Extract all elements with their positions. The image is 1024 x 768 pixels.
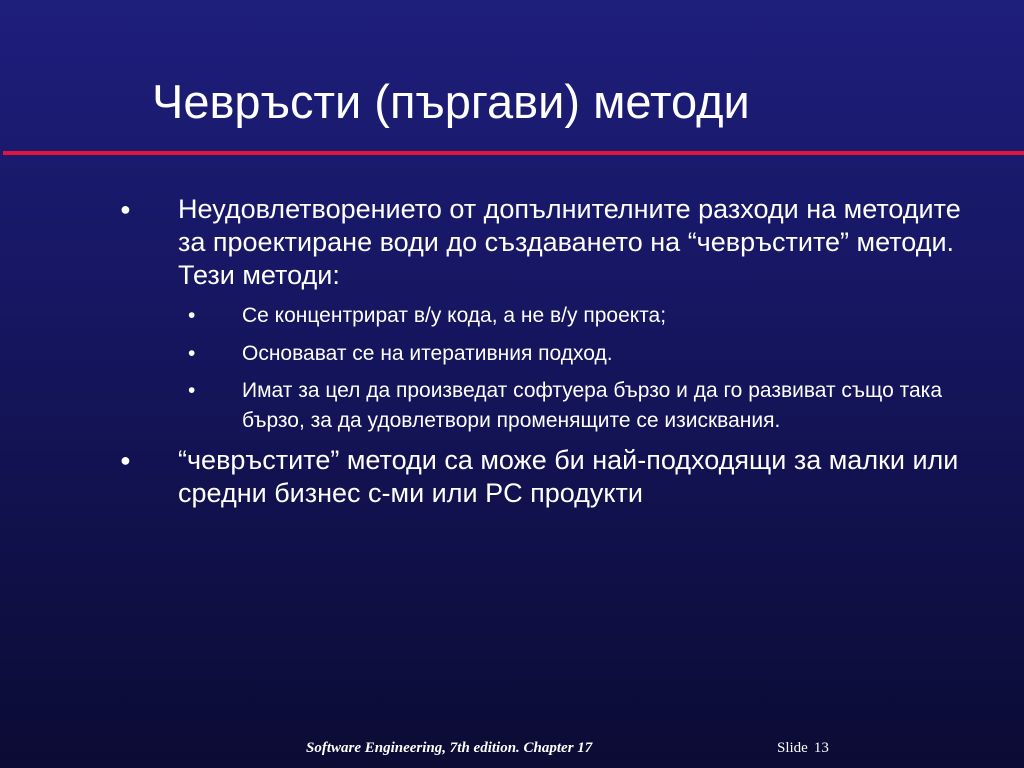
slide-number-value: 13: [813, 740, 829, 756]
bullet-dot-icon: ●: [120, 199, 131, 219]
slide-footer: [0, 738, 1024, 762]
sub-bullet-dot-icon: •: [188, 379, 196, 402]
sub-bullet-item: [112, 376, 992, 435]
footer-citation: Software Engineering, 7th edition. Chapter 17: [306, 740, 593, 756]
sub-bullet-item: [112, 301, 992, 331]
sub-bullet-text: Се концентрират в/у кода, а не в/у проекта;: [242, 304, 667, 327]
slide-title: Чевръсти (пъргави) методи: [152, 75, 750, 128]
sub-bullet-text: Имат за цел да произведат софтуера бързо и да го развиват също така бързо, за да удовлетвори променящите се изисквания.: [242, 379, 942, 432]
slide-content: [112, 193, 992, 510]
bullet-item: [112, 193, 992, 292]
sub-bullet-list: [112, 301, 992, 435]
sub-bullet-dot-icon: •: [188, 304, 196, 327]
slide-label: Slide: [777, 740, 808, 756]
sub-bullet-text: Основават се на итеративния подход.: [242, 341, 613, 365]
slide-number: [777, 738, 835, 758]
bullet-text: “чевръстите” методи са може би най-подходящи за малки или средни бизнес с-ми или PC продукти: [178, 445, 959, 508]
sub-bullet-item: [112, 339, 992, 369]
sub-bullet-dot-icon: •: [188, 341, 196, 365]
bullet-dot-icon: ●: [120, 450, 131, 470]
bullet-item: [112, 444, 992, 510]
title-underline: [3, 151, 1024, 155]
bullet-text: Неудовлетворението от допълнителните разходи на методите за проектиране води до създаването на “чевръстите” методи. Тези методи:: [178, 194, 961, 290]
